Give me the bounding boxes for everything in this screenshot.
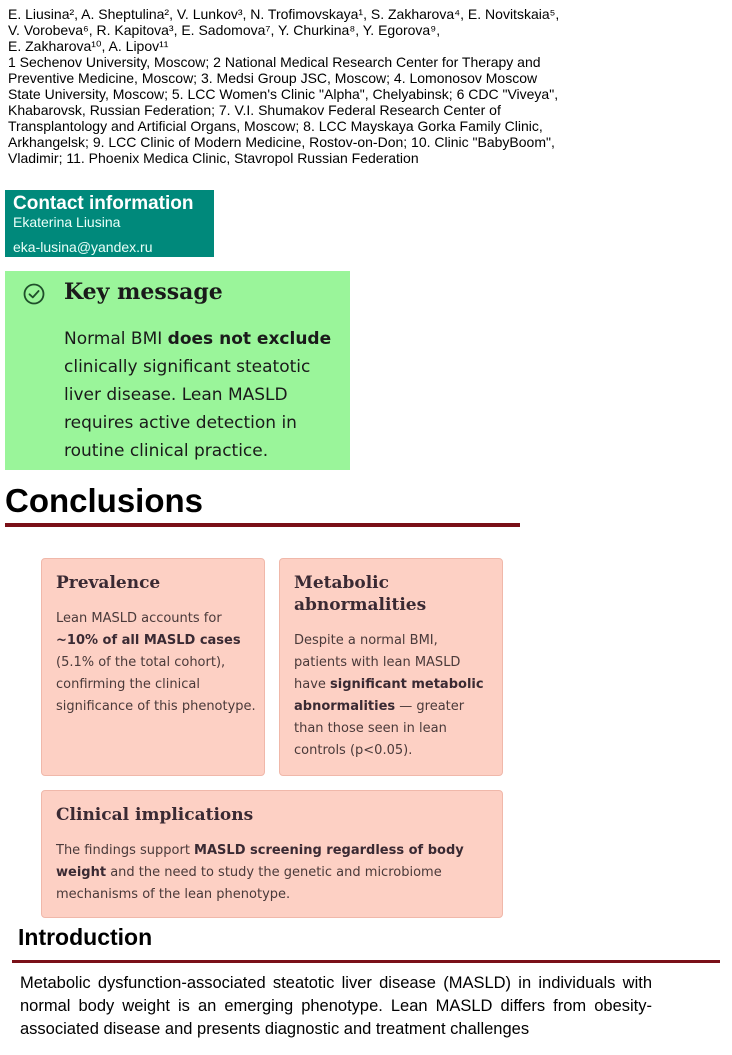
contact-box (5, 190, 214, 257)
contact-email-link[interactable]: eka-lusina@yandex.ru (13, 239, 153, 255)
author-affiliation-block (8, 6, 723, 166)
introduction-heading: Introduction (18, 924, 153, 950)
affiliation-line: 1 Sechenov University, Moscow; 2 National Medical Research Center for Therapy and (8, 54, 541, 70)
card-emphasis: ~10% of all MASLD cases (56, 633, 241, 648)
section-divider (5, 523, 520, 527)
affiliation-line: Arkhangelsk; 9. LCC Clinic of Modern Medicine, Rostov-on-Don; 10. Clinic "BabyBoom", (8, 134, 555, 150)
key-message-box (5, 271, 350, 470)
card-emphasis: MASLD screening regardless of body weight (56, 843, 464, 880)
card-title: Clinical implications (56, 805, 254, 825)
card-text: Lean MASLD accounts for (56, 611, 222, 626)
author-line-2: V. Vorobeva⁶, R. Kapitova³, E. Sadomova⁷, Y. Churkina⁸, Y. Egorova⁹, (8, 22, 441, 38)
card-emphasis: significant metabolic abnormalities (294, 677, 484, 714)
card-text: The findings support (56, 843, 195, 858)
card-title: Metabolic abnormalities (294, 573, 427, 615)
introduction-text: Metabolic dysfunction-associated steatotic liver disease (MASLD) in individuals with normal body weight is an emerging phenotype. Lean MASLD differs from obesity-associated disease and presents diagnostic and treatment challenges (20, 974, 652, 1038)
section-divider (12, 960, 720, 963)
card-body (56, 840, 476, 906)
card-text: and the need to study the genetic and microbiome mechanisms of the lean phenotype. (56, 865, 442, 902)
conclusion-card-prevalence (41, 558, 265, 776)
key-message-title: Key message (64, 279, 223, 305)
contact-title: Contact information (13, 193, 194, 214)
author-line-3: E. Zakharova¹⁰, A. Lipov¹¹ (8, 38, 169, 54)
key-message-emphasis: does not exclude (167, 329, 332, 349)
author-line-1: E. Liusina², A. Sheptulina², V. Lunkov³, N. Trofimovskaya¹, S. Zakharova⁴, E. Novitskaia⁵, (8, 6, 560, 22)
card-text: Despite a normal BMI, patients with lean MASLD have (294, 633, 461, 692)
card-body (56, 608, 261, 718)
card-text: (5.1% of the total cohort), confirming the clinical significance of this phenotype. (56, 655, 256, 714)
key-message-text: Normal BMI (64, 329, 168, 349)
check-circle-icon (22, 282, 46, 306)
affiliation-line: Transplantology and Artificial Organs, Moscow; 8. LCC Mayskaya Gorka Family Clinic, (8, 118, 543, 134)
key-message-body (64, 325, 349, 465)
conclusions-heading: Conclusions (5, 482, 204, 519)
key-message-text: clinically significant steatotic liver disease. Lean MASLD requires active detection in routine clinical practice. (64, 357, 311, 461)
card-text: — greater than those seen in lean controls (p<0.05). (294, 699, 465, 758)
card-body (294, 630, 494, 762)
affiliation-line: Khabarovsk, Russian Federation; 7. V.I. Shumakov Federal Research Center of (8, 102, 501, 118)
conclusion-card-clinical (41, 790, 503, 918)
contact-name: Ekaterina Liusina (13, 214, 121, 230)
affiliation-line: Vladimir; 11. Phoenix Medica Clinic, Stavropol Russian Federation (8, 150, 419, 166)
conclusion-card-metabolic (279, 558, 503, 776)
affiliation-line: State University, Moscow; 5. LCC Women's Clinic "Alpha", Chelyabinsk; 6 CDC "Viveya", (8, 86, 559, 102)
affiliation-line: Preventive Medicine, Moscow; 3. Medsi Group JSC, Moscow; 4. Lomonosov Moscow (8, 70, 538, 86)
card-title: Prevalence (56, 573, 161, 593)
